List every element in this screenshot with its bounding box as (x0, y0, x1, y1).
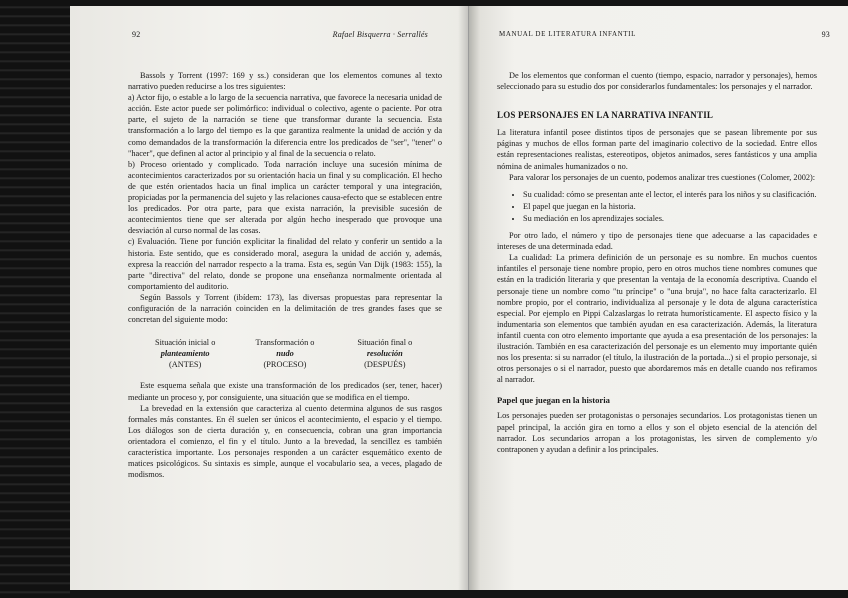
scheme-column (336, 337, 434, 370)
right-running-head: MANUAL DE LITERATURA INFANTIL (499, 30, 636, 38)
right-page-number: 93 (821, 30, 830, 39)
scheme-label: resolución (366, 349, 403, 359)
scheme-state: Transformación o (255, 338, 315, 348)
paragraph: La brevedad en la extensión que caracteriza al cuento determina algunos de sus rasgos formales más constantes. En él suelen ser únicos el acontecimiento, el espacio y el tiempo. Los diálogos son de cierta duración y, en consecuencia, cobran una gran importancia orientadora el comienzo, el fin y el título. Junto a la brevedad, la sencillez es también característica importante. Los personajes responden a un carácter esquemático exento de matices psicológicos. Su sintaxis es simple, aunque el vocabulario sea, a veces, plagado de modismos. (128, 403, 442, 480)
scan-edge-left (0, 0, 70, 598)
right-body-text (497, 70, 817, 455)
scheme-column (136, 337, 234, 370)
paragraph: a) Actor fijo, o estable a lo largo de la secuencia narrativa, que favorece la necesaria unidad de acción. Este actor puede ser polimórfico: individual o colectivo, agente o paciente. Por otra parte, el sujeto de la narración se tiene que transformar durante la secuencia. Esta transformación a lo largo del tiempo es la que garantiza realmente la unidad de acción y da como demandados de la transformación la diferencia entre los predicados de "ser", "tener" o "hacer", que definen al actor al principio y al final de la secuencia o relato. (128, 93, 442, 158)
paragraph: La cualidad: La primera definición de un personaje es su nombre. En muchos cuentos infantiles el personaje tiene nombre propio, pero en otros muchos tiene nombres comunes que están en la tradición literaria y que presentan la ventaja de la economía descriptiva. Cuando el personaje tiene un nombre como "tu príncipe" o "una bruja", no hace falta caracterizarlo. El nombre propio, por el contrario, individualiza al personaje y le dota de alguna característica especial. Por ejemplo en Pippi Calzaslargas lo retrata humorísticamente. El aspecto físico y la indumentaria son elementos que también ayudan en esa caracterización. Además, la literatura infantil cuenta con otro elemento importante que ayuda a esa presentación de los personajes: la ilustración. También en esa caracterización del personaje es un elemento muy importante quién nos los presenta: si su narrador (el título, la ilustración de la portada...) si el propio personaje, si otros personajes o si el narrador, puesto que abordaremos más en detalle cuando nos refiramos al narrador. (497, 253, 817, 385)
paragraph: b) Proceso orientado y complicado. Toda narración incluye una sucesión mínima de acontecimientos caracterizados por su orientación hacia un final y su complicación. El hecho de que estén orientados hacia un final implica un carácter temporal y una integración, propiciadas por la permanencia del sujeto y las relaciones causa-efecto que se establecen entre los predicados. Por otra parte, para que exista narración, la previsible sucesión de acontecimientos tiene que ser alterada por algún hecho inesperado que provoque una desviación al curso normal de las cosas. (128, 159, 442, 236)
scheme-phase: (DESPUÉS) (364, 360, 406, 370)
scheme-phase: (ANTES) (169, 360, 202, 370)
narrative-scheme (136, 337, 434, 370)
left-running-head: Rafael Bisquerra · Serrallés (332, 30, 428, 39)
scheme-label: nudo (276, 349, 294, 359)
scheme-label: planteamiento (160, 349, 210, 359)
right-page (469, 6, 848, 590)
bullet-list (497, 189, 817, 224)
left-page-number: 92 (132, 30, 141, 39)
scheme-phase: (PROCESO) (263, 360, 307, 370)
paragraph: Por otro lado, el número y tipo de personajes tiene que adecuarse a las capacidades e intereses de una determinada edad. (497, 231, 817, 252)
paragraph: Bassols y Torrent (1997: 169 y ss.) consideran que los elementos comunes al texto narrativo pueden reducirse a los tres siguientes: (128, 71, 442, 92)
paragraph: Este esquema señala que existe una transformación de los predicados (ser, tener, hacer) mediante un proceso y, por consiguiente, una situación que se modifica en el tiempo. (128, 381, 442, 402)
paragraph: Para valorar los personajes de un cuento, podemos analizar tres cuestiones (Colomer, 2002): (509, 172, 816, 182)
subsection-heading: Papel que juegan en la historia (497, 395, 610, 406)
scheme-column (236, 337, 334, 370)
paragraph: Los personajes pueden ser protagonistas o personajes secundarios. Los protagonistas tienen un papel principal, la acción gira en torno a ellos y son el objeto esencial de la atención del narrador. Los secundarios arropan a los protagonistas, les sirven de complemento y/o contraponen y ayudan a definir a los principales. (497, 411, 817, 454)
section-heading: LOS PERSONAJES EN LA NARRATIVA INFANTIL (497, 110, 714, 121)
list-item: • El papel que juegan en la historia. (523, 201, 817, 212)
paragraph: c) Evaluación. Tiene por función explicitar la finalidad del relato y conferir un sentido a la historia. Este sentido, que es considerado moral, asegura la unidad de acción y, además, expresa la reacción del narrador respecto a la trama. Esta es, según Van Dijk (1983: 155), la parte "directiva" del relato, donde se propone una enseñanza normalmente orientada al comportamiento del auditorio. (128, 237, 442, 291)
left-body-text (128, 70, 442, 480)
paragraph: De los elementos que conforman el cuento (tiempo, espacio, narrador y personajes), hemos seleccionado para su estudio dos por considerarlos fundamentales: los personajes y el narrador. (497, 71, 817, 92)
scheme-state: Situación final o (357, 338, 413, 348)
list-item: • Su mediación en los aprendizajes sociales. (523, 213, 817, 224)
paragraph: La literatura infantil posee distintos tipos de personajes que se pasean libremente por sus páginas y muchos de ellos forman parte del imaginario colectivo de la sociedad. Entre ellos están representaciones realistas, estereotipos, objetos animados, seres fantásticos y una amplia nómina de animales humanizados o no. (497, 128, 817, 171)
left-page (70, 6, 469, 590)
list-item: • Su cualidad: cómo se presentan ante el lector, el interés para los niños y su clasificación. (523, 189, 817, 200)
scheme-state: Situación inicial o (154, 338, 216, 348)
paragraph: Según Bassols y Torrent (ibídem: 173), las diversas propuestas para representar la configuración de la narración coinciden en la delimitación de tres grandes fases que se concretan del siguiente modo: (128, 292, 442, 325)
